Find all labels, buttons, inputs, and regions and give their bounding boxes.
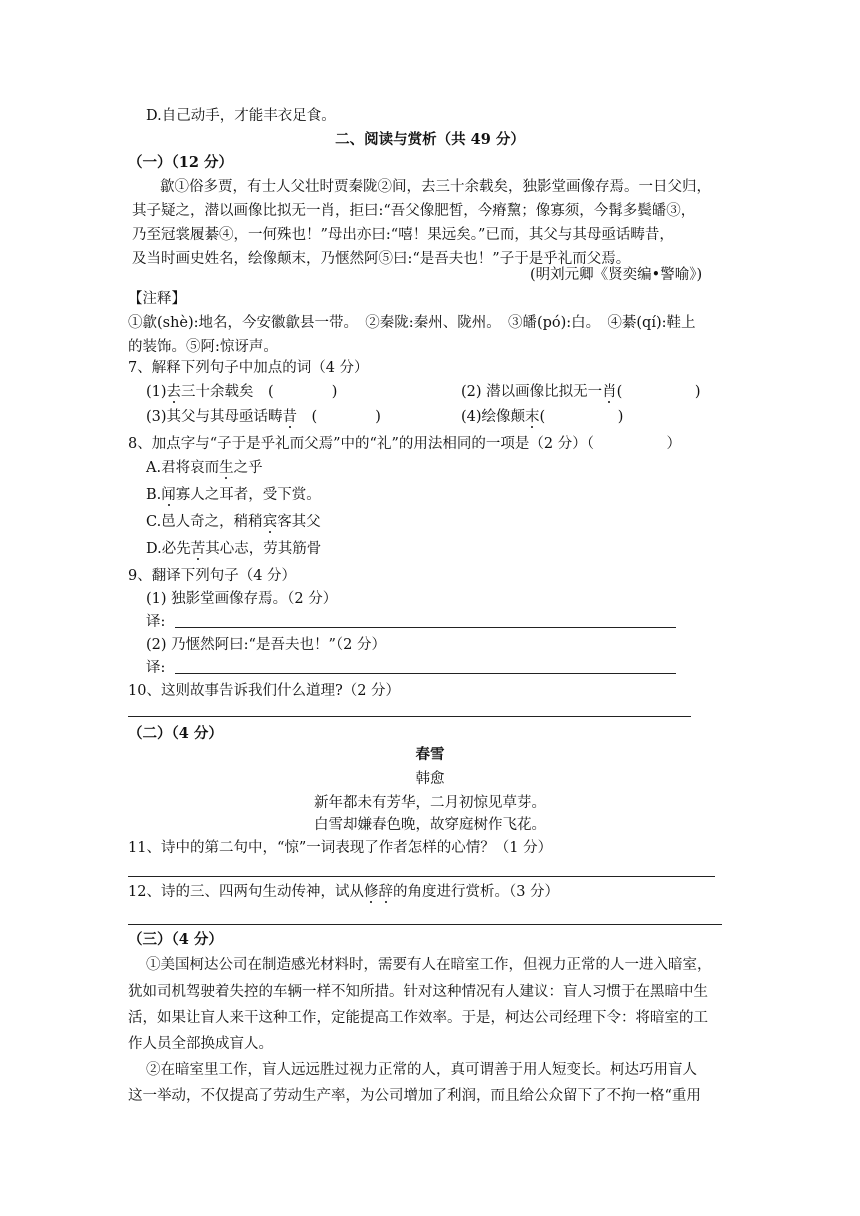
part2-heading: （二）（4 分）	[128, 725, 223, 742]
article-line: 犹如司机驾驶着失控的车辆一样不知所措。针对这种情况有人建议：盲人习惯于在黑暗中生	[128, 984, 708, 1000]
article-line: ②在暗室里工作，盲人远远胜过视力正常的人，真可谓善于用人短变长。柯达巧用盲人	[146, 1062, 697, 1078]
note-line: ①歙(shè):地名，今安徽歙县一带。 ②秦陇:秦州、陇州。 ③皤(pó):白。 ④綦(qí):鞋上	[128, 315, 696, 331]
article-line: 这一举动，不仅提高了劳动生产率，为公司增加了利润，而且给公众留下了不拘一格“重用	[128, 1088, 701, 1104]
passage-line: 歙①俗多贾，有士人父壮时贾秦陇②间，去三十余载矣，独影堂画像存焉。一日父归，	[160, 179, 711, 195]
notes-title: 【注释】	[128, 291, 186, 307]
q8-option-d: D.必先苦其心志，劳其筋骨	[146, 541, 322, 557]
q8-option-c: C.邑人奇之，稍稍宾客其父	[146, 514, 321, 530]
part3-heading: （三）（4 分）	[128, 931, 223, 948]
poem-line: 白雪却嫌春色晚，故穿庭树作飞花。	[314, 817, 546, 833]
article-line: 活，如果让盲人来干这种工作，定能提高工作效率。于是，柯达公司经理下令：将暗室的工	[128, 1010, 708, 1026]
q9-translate-label-1: 译:	[146, 614, 166, 630]
passage-line: 及当时画史姓名，绘像颠末，乃惬然阿⑤曰:“是吾夫也！”子于是乎礼而父焉。	[132, 251, 631, 267]
poem-line: 新年都未有芳华，二月初惊见草芽。	[314, 795, 546, 811]
q11-prompt: 11、诗中的第二句中，“惊”一词表现了作者怎样的心情？（1 分）	[128, 840, 553, 856]
q7-item-2: (2) 潜以画像比拟无一肖( )	[461, 384, 701, 400]
q9-sentence-2: (2) 乃惬然阿曰:“是吾夫也！”（2 分）	[146, 637, 386, 653]
answer-line[interactable]	[175, 673, 676, 674]
q8-option-a: A.君将哀而生之乎	[146, 460, 263, 476]
q7-prompt: 7、解释下列句子中加点的词（4 分）	[128, 360, 369, 376]
q6-option-d: D.自己动手，才能丰衣足食。	[146, 108, 336, 124]
q9-prompt: 9、翻译下列句子（4 分）	[128, 568, 297, 584]
answer-line[interactable]	[128, 716, 691, 717]
poem-title: 春雪	[415, 746, 445, 763]
q10-prompt: 10、这则故事告诉我们什么道理?（2 分）	[128, 683, 401, 699]
poem-author: 韩愈	[415, 771, 445, 787]
q8-prompt: 8、加点字与“子于是乎礼而父焉”中的“礼”的用法相同的一项是（2 分）（ ）	[128, 436, 681, 452]
passage-source: (明刘元卿《贤奕编•警喻》)	[530, 267, 703, 283]
answer-line[interactable]	[128, 876, 715, 877]
q9-translate-label-2: 译:	[146, 660, 166, 676]
q12-prompt: 12、诗的三、四两句生动传神，试从修辞的角度进行赏析。（3 分）	[128, 884, 560, 900]
article-line: ①美国柯达公司在制造感光材料时，需要有人在暗室工作，但视力正常的人一进入暗室，	[146, 957, 712, 973]
article-line: 作人员全部换成盲人。	[128, 1036, 273, 1052]
q9-sentence-1: (1) 独影堂画像存焉。（2 分）	[146, 591, 338, 607]
answer-line[interactable]	[175, 627, 676, 628]
part1-heading: （一）（12 分）	[128, 154, 233, 171]
passage-line: 乃至冠裳履綦④，一何殊也！”母出亦曰:“嘻！果远矣。”已而，其父与其母亟话畴昔，	[132, 227, 674, 243]
answer-line[interactable]	[128, 924, 722, 925]
section-title: 二、阅读与赏析（共 49 分）	[335, 131, 525, 148]
passage-line: 其子疑之，潜以画像比拟无一肖，拒曰:“吾父像肥皙，今瘠黧；像寡须，今髯多鬓皤③，	[132, 203, 696, 219]
q7-item-1: (1)去三十余载矣 ( )	[146, 384, 338, 400]
q8-option-b: B.闻寡人之耳者，受下赏。	[146, 487, 321, 503]
q7-item-3: (3)其父与其母亟话畴昔 ( )	[146, 409, 381, 425]
note-line: 的装饰。⑤阿:惊讶声。	[128, 339, 278, 355]
q7-item-4: (4)绘像颠末( )	[461, 409, 624, 425]
